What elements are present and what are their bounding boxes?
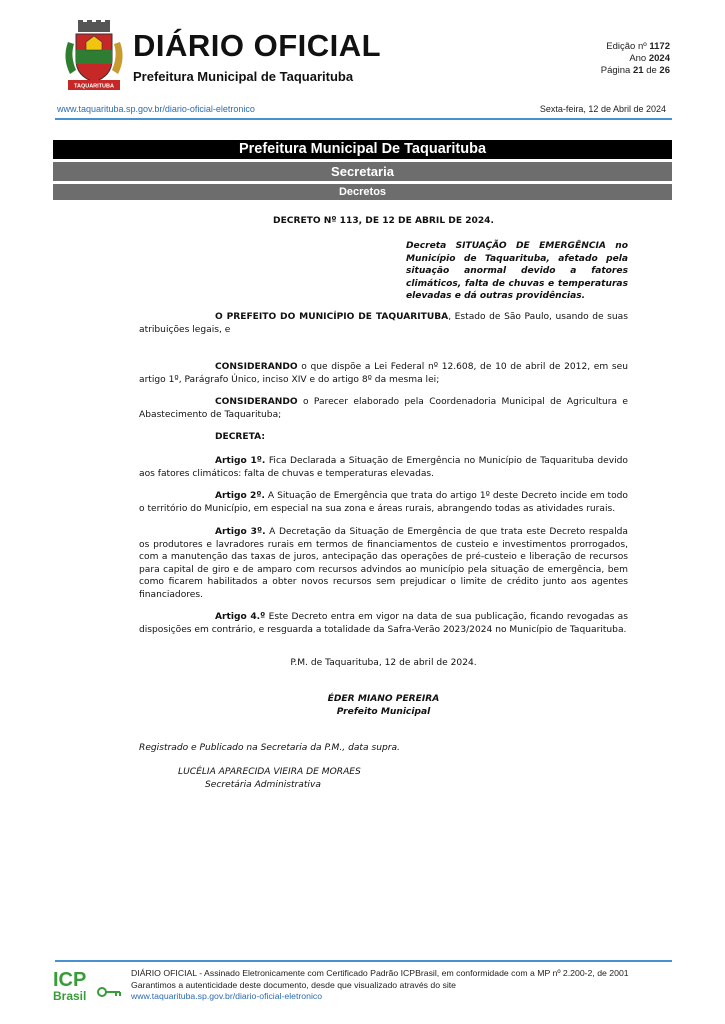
considering-1-bold: CONSIDERANDO [215,362,298,372]
secretary-name: LUCÉLIA APARECIDA VIEIRA DE MORAES [178,767,361,777]
edition-number: 1172 [649,41,670,52]
footer-line-1: DIÁRIO OFICIAL - Assinado Eletronicamente com Certificado Padrão ICPBrasil, em conformidade com a MP nº 2.200-2, de 2001 [131,968,629,978]
article-1-text: Fica Declarada a Situação de Emergência no Município de Taquarituba devido aos fatores climáticos: falta de chuvas e temperaturas elevadas. [139,456,628,479]
article-3-label: Artigo 3º. [215,527,266,537]
footer-text [131,968,629,1003]
icp-logo-bottom: Brasil [53,989,87,1002]
icp-logo-top: ICP [53,969,87,991]
considering-1-text: o que dispõe a Lei Federal nº 12.608, de 10 de abril de 2012, em seu artigo 1º, Parágrafo Único, inciso XIV e do artigo 8º da mesma lei; [139,362,628,385]
considering-1 [139,361,628,386]
article-4-text: Este Decreto entra em vigor na data de sua publicação, ficando revogadas as disposições em contrário, e resguarda a totalidade da Safra-Verão 2023/2024 no Município de Taquarituba. [139,612,628,635]
decree-title: DECRETO Nº 113, DE 12 DE ABRIL DE 2024. [273,216,494,226]
site-link[interactable]: www.taquarituba.sp.gov.br/diario-oficial-eletronico [57,104,255,114]
edition-label: Edição nº [606,41,647,52]
page-of: de [646,65,657,76]
icp-brasil-logo [53,968,123,1002]
mayor-name: ÉDER MIANO PEREIRA [327,694,440,704]
decree-preamble [139,311,628,336]
year-value: 2024 [648,53,670,64]
closing-place-date: P.M. de Taquarituba, 12 de abril de 2024. [290,658,477,668]
publication-title: DIÁRIO OFICIAL [133,28,382,63]
footer-line-2: Garantimos a autenticidade deste documento, desde que visualizado através do site [131,979,457,990]
article-4-label: Artigo 4.º [215,612,266,622]
considering-2-bold: CONSIDERANDO [215,397,298,407]
article-1-label: Artigo 1º. [215,456,266,466]
page-current: 21 [632,65,644,76]
page-total: 26 [659,65,670,76]
section-category-bar: Decretos [53,184,672,200]
considering-2 [139,396,628,421]
year-label: Ano [629,53,647,64]
preamble-bold: O PREFEITO DO MUNICÍPIO DE TAQUARITUBA [215,312,449,322]
article-3 [139,526,628,602]
secretary-role: Secretária Administrativa [205,779,321,790]
decreta-heading: DECRETA: [215,432,265,442]
article-2-label: Artigo 2º. [215,491,265,501]
page-label: Página [600,65,631,76]
article-4 [139,611,628,636]
article-1 [139,455,628,480]
registration-note: Registrado e Publicado na Secretaria da P.M., data supra. [139,743,400,753]
mayor-signature [139,693,628,718]
publication-subtitle: Prefeitura Municipal de Taquarituba [133,69,354,84]
section-department-bar: Secretaria [53,162,672,181]
section-entity-bar: Prefeitura Municipal De Taquarituba [53,140,672,159]
secretary-signature [178,766,361,791]
municipal-crest-logo [62,20,126,92]
key-icon [98,988,120,996]
header-divider [55,118,672,120]
article-2-text: A Situação de Emergência que trata do artigo 1º deste Decreto incide em todo o território do Município, em especial na sua zona e áreas rurais, abrangendo todas as atividades rurais. [139,491,628,514]
footer-site-link[interactable]: www.taquarituba.sp.gov.br/diario-oficial-eletronico [131,991,323,1001]
edition-info [601,41,670,77]
mayor-role: Prefeito Municipal [336,706,431,717]
article-2 [139,490,628,515]
considering-2-text: o Parecer elaborado pela Coordenadoria Municipal de Agricultura e Abastecimento de Taquarituba; [139,397,628,420]
publication-date: Sexta-feira, 12 de Abril de 2024 [539,104,666,114]
decree-ementa: Decreta SITUAÇÃO DE EMERGÊNCIA no Município de Taquarituba, afetado pela situação anormal devido a fatores climáticos, falta de chuvas e temperaturas elevadas e dá outras providências. [406,241,628,302]
footer-divider [55,960,672,962]
article-3-text: A Decretação da Situação de Emergência de que trata este Decreto respalda os produtores e lavradores rurais em termos de financiamentos de custeio e investimentos prorrogados, com a manutenção das taxas de juros, antecipação das operações de pré-custeio e liberação de recursos para capital de giro e de amparo com recursos advindos ao município pela situação de emergência, bem como ficarem habilitados a obter novos recursos sem prejudicar o limite de crédito junto aos agentes financiadores. [139,527,628,600]
preamble-text: , Estado de São Paulo, usando de suas atribuições legais, e [139,312,628,335]
crest-banner-text: TAQUARITUBA [74,83,114,90]
